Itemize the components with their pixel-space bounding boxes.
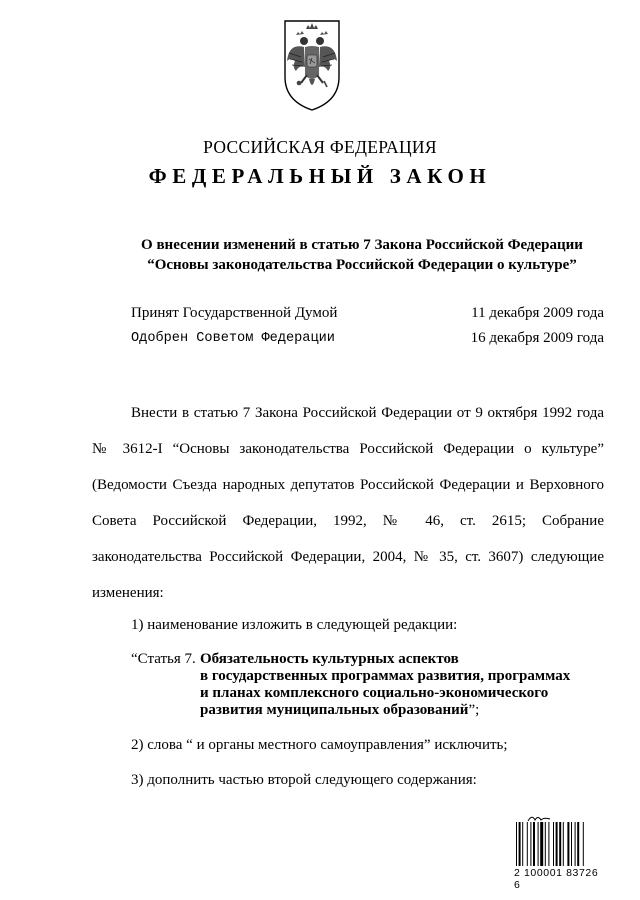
article-title-line-4: развития муниципальных образований <box>200 702 469 718</box>
item-2: 2) слова “ и органы местного самоуправления” исключить; <box>131 737 508 753</box>
law-title-line-2: “Основы законодательства Российской Федерации о культуре” <box>147 257 577 273</box>
coat-of-arms-emblem <box>279 17 345 113</box>
barcode-bar <box>583 822 584 866</box>
barcode-bar <box>527 822 528 866</box>
barcode-bar <box>530 822 531 866</box>
barcode-bar <box>533 822 535 866</box>
intro-line-5: законодательства Российской Федерации, 2004, № 35, ст. 3607) следующие <box>92 549 604 565</box>
barcode-bar <box>575 822 576 866</box>
duma-adoption-date: 11 декабря 2009 года <box>471 305 604 321</box>
law-title-line-1: О внесении изменений в статью 7 Закона Российской Федерации <box>141 237 583 253</box>
intro-line-3: (Ведомости Съезда народных депутатов Российской Федерации и Верховного <box>92 477 604 493</box>
article-suffix: ”; <box>468 702 480 718</box>
item-3: 3) дополнить частью второй следующего содержания: <box>131 772 477 788</box>
barcode-bar <box>571 822 572 866</box>
country-name: РОССИЙСКАЯ ФЕДЕРАЦИЯ <box>203 137 437 157</box>
intro-line-1: Внести в статью 7 Закона Российской Федерации от 9 октября 1992 года <box>131 405 604 421</box>
barcode-bar <box>567 822 569 866</box>
article-title-line-1: Обязательность культурных аспектов <box>200 651 459 667</box>
barcode-bar <box>548 822 549 866</box>
item-1: 1) наименование изложить в следующей редакции: <box>131 617 458 633</box>
barcode-bar <box>545 822 546 866</box>
article-prefix: “Статья 7. <box>131 651 196 667</box>
barcode-bar <box>563 822 564 866</box>
barcode-number: 2 100001 83726 6 <box>514 867 599 891</box>
article-title-line-3: и планах комплексного социально-экономического <box>200 685 549 701</box>
barcode-bar <box>553 822 554 866</box>
barcode-bar <box>559 822 561 866</box>
barcode-bar <box>540 822 543 866</box>
barcode-bar <box>522 822 523 866</box>
barcode-bar <box>516 822 517 866</box>
barcode-bar <box>556 822 558 866</box>
barcode-bar <box>519 822 521 866</box>
intro-line-4: Совета Российской Федерации, 1992, № 46, ст. 2615; Собрание <box>92 513 604 529</box>
barcode-bar <box>577 822 579 866</box>
duma-adoption-label: Принят Государственной Думой <box>131 305 338 321</box>
article-title-line-2: в государственных программах развития, программах <box>200 668 571 684</box>
council-approval-date: 16 декабря 2009 года <box>470 330 604 346</box>
intro-line-2: № 3612-I “Основы законодательства Российской Федерации о культуре” <box>92 441 604 457</box>
barcode <box>515 822 603 868</box>
council-approval-label: Одобрен Советом Федерации <box>131 331 335 346</box>
barcode-bar <box>538 822 539 866</box>
intro-line-6: изменения: <box>92 585 164 601</box>
law-type-heading: ФЕДЕРАЛЬНЫЙ ЗАКОН <box>148 164 492 188</box>
